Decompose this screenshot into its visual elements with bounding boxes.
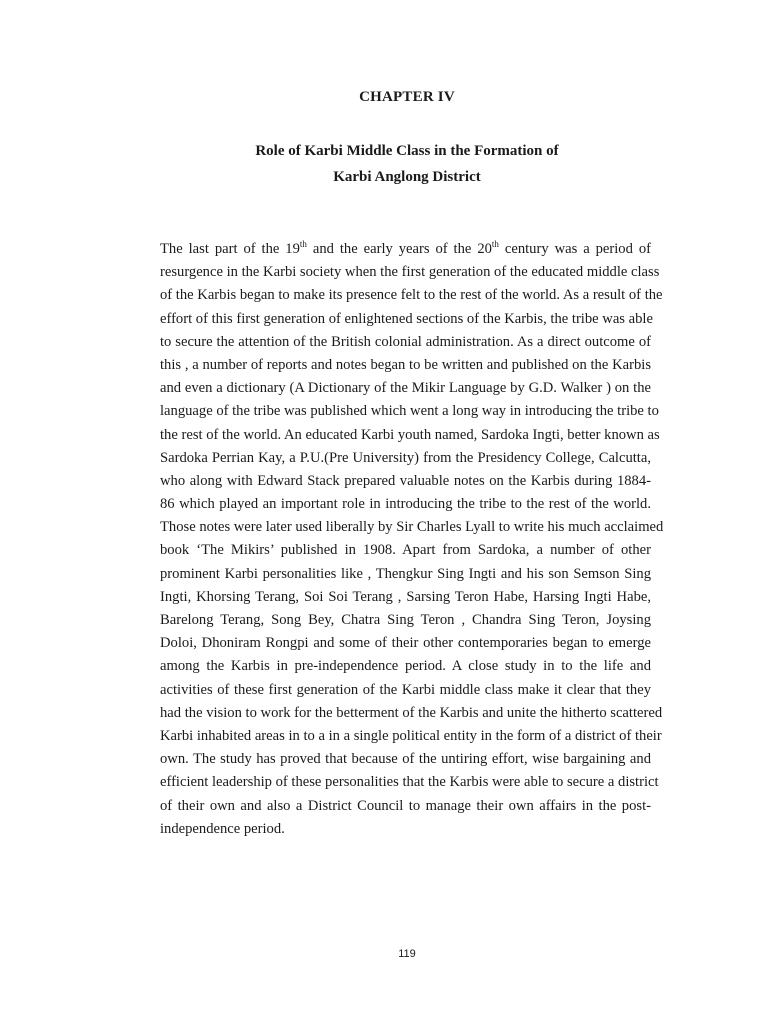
body-paragraph xyxy=(160,238,664,841)
body-line: resurgence in the Karbi society when the first generation of the educated middle class xyxy=(160,264,660,281)
body-line: efficient leadership of these personalities that the Karbis were able to secure a district xyxy=(160,774,659,791)
body-line: had the vision to work for the betterment of the Karbis and unite the hitherto scattered xyxy=(160,704,663,721)
body-line: of their own and also a District Council to manage their own affairs in the post- xyxy=(160,797,651,814)
body-line: Doloi, Dhoniram Rongpi and some of their other contemporaries began to emerge xyxy=(160,635,651,652)
page-number: 119 xyxy=(398,948,416,960)
chapter-title-line-1: Role of Karbi Middle Class in the Formation of xyxy=(255,143,559,159)
body-line: The last part of the 19th and the early years of the 20th century was a period of xyxy=(160,239,651,257)
body-line: Sardoka Perrian Kay, a P.U.(Pre University) from the Presidency College, Calcutta, xyxy=(160,449,651,466)
body-line: language of the tribe was published which went a long way in introducing the tribe to xyxy=(160,403,659,420)
body-line: to secure the attention of the British colonial administration. As a direct outcome of xyxy=(160,333,651,350)
body-line: the rest of the world. An educated Karbi youth named, Sardoka Ingti, better known as xyxy=(160,426,660,443)
body-line: independence period. xyxy=(160,820,285,837)
body-line: Those notes were later used liberally by Sir Charles Lyall to write his much acclaimed xyxy=(160,519,664,536)
body-line: Ingti, Khorsing Terang, Soi Soi Terang , Sarsing Teron Habe, Harsing Ingti Habe, xyxy=(160,588,651,605)
body-line: Barelong Terang, Song Bey, Chatra Sing Teron , Chandra Sing Teron, Joysing xyxy=(160,612,651,628)
body-line: and even a dictionary (A Dictionary of the Mikir Language by G.D. Walker ) on the xyxy=(160,380,651,397)
body-line: prominent Karbi personalities like , Thengkur Sing Ingti and his son Semson Sing xyxy=(160,565,651,582)
body-line: effort of this first generation of enlightened sections of the Karbis, the tribe was able xyxy=(160,310,653,327)
body-line: among the Karbis in pre-independence period. A close study in to the life and xyxy=(160,658,651,675)
body-line: own. The study has proved that because of the untiring effort, wise bargaining and xyxy=(160,751,651,768)
body-line: activities of these first generation of the Karbi middle class make it clear that they xyxy=(160,681,651,698)
body-line: of the Karbis began to make its presence felt to the rest of the world. As a result of the xyxy=(160,287,663,304)
body-line: 86 which played an important role in introducing the tribe to the rest of the world. xyxy=(160,496,651,513)
body-line: this , a number of reports and notes began to be written and published on the Karbis xyxy=(160,356,651,373)
chapter-heading: CHAPTER IV xyxy=(359,89,455,105)
chapter-title-line-2: Karbi Anglong District xyxy=(333,169,481,185)
chapter-title xyxy=(0,138,768,190)
body-line: book ‘The Mikirs’ published in 1908. Apart from Sardoka, a number of other xyxy=(160,542,651,559)
body-line: Karbi inhabited areas in to a in a single political entity in the form of a district of their xyxy=(160,727,662,744)
body-line: who along with Edward Stack prepared valuable notes on the Karbis during 1884- xyxy=(160,472,651,489)
